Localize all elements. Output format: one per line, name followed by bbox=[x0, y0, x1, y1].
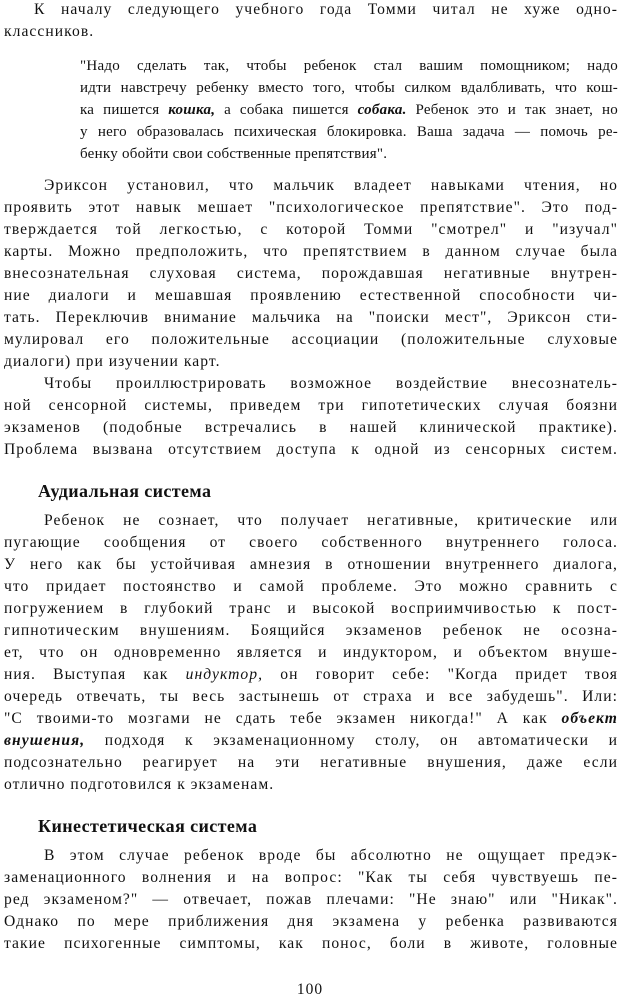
emphasis-obekt: объект bbox=[561, 710, 618, 727]
emphasis-vnusheniya: внушения, bbox=[4, 732, 86, 749]
kinesthetic-line-5: такие психогенные симптомы, как понос, боли в животе, головные bbox=[4, 935, 618, 952]
kinesthetic-line-4: Однако по мере приближения дня экзамена у ребенка развиваются bbox=[4, 913, 618, 930]
erickson-line-6: ние диалоги и мешавшая проявлению естественной способности чи- bbox=[4, 287, 618, 304]
erickson-line-9: диалоги) при изучении карт. bbox=[4, 353, 221, 370]
auditory-line-1: Ребенок не сознает, что получает негативные, критические или bbox=[44, 512, 618, 529]
kinesthetic-line-3: ред экзаменом?" — отвечает, пожав плечами: "Не знаю" или "Никак". bbox=[4, 891, 618, 908]
erickson-line-8: мулировал его положительные ассоциации (положительные слуховые bbox=[4, 331, 618, 348]
auditory-line-3: У него как бы устойчивая амнезия в отношении внутреннего диалога, bbox=[4, 556, 618, 573]
section-heading-kinesthetic: Кинестетическая система bbox=[38, 816, 258, 836]
auditory-line-2: пугающие сообщения от своего собственного внутреннего голоса. bbox=[4, 534, 618, 551]
quote-line-1: "Надо сделать так, чтобы ребенок стал вашим помощником; надо bbox=[80, 58, 618, 74]
auditory-line-4: что придает постоянство и самой проблеме. Это можно сравнить с bbox=[4, 578, 618, 595]
auditory-line-7: ет, что он одновременно является и индуктором, и объектом внуше- bbox=[4, 644, 618, 661]
auditory-line-8: ния. Выступая как индуктор, он говорит себе: "Когда придет твоя bbox=[4, 666, 618, 683]
emphasis-koshka: кошка, bbox=[168, 102, 216, 118]
section-heading-auditory: Аудиальная система bbox=[38, 481, 212, 501]
quote-line-5: бенку обойти свои собственные препятствия". bbox=[80, 146, 388, 162]
erickson-line-3: тверждается той легкостью, с которой Томми "смотрел" и "изучал" bbox=[4, 221, 618, 238]
erickson-line-5: внесознательная слуховая система, порождавшая негативные внутрен- bbox=[4, 265, 618, 282]
erickson-line-2: проявить этот навык мешает "психологическое препятствие". Это под- bbox=[4, 199, 618, 216]
emphasis-sobaka: собака. bbox=[357, 102, 407, 118]
intro-line-2: классников. bbox=[4, 23, 95, 40]
quote-line-3: ка пишется кошка, а собака пишется собака. Ребенок это и так знает, но bbox=[80, 102, 618, 118]
intro-line-1: К началу следующего учебного года Томми читал не хуже одно- bbox=[34, 1, 618, 18]
auditory-line-12: подсознательно реагирует на эти негативные внушения, даже если bbox=[4, 754, 618, 771]
illustrate-line-1: Чтобы проиллюстрировать возможное воздействие внесознатель- bbox=[44, 375, 618, 392]
auditory-line-10: "С твоими-то мозгами не сдать тебе экзамен никогда!" А как объект bbox=[4, 710, 618, 727]
erickson-line-4: карты. Можно предположить, что препятствием в данном случае была bbox=[4, 243, 618, 260]
auditory-line-6: гипнотическим внушениям. Боящийся экзаменов ребенок не осозна- bbox=[4, 622, 618, 639]
illustrate-line-4: Проблема вызвана отсутствием доступа к одной из сенсорных систем. bbox=[4, 441, 618, 458]
auditory-line-13: отлично подготовился к экзаменам. bbox=[4, 776, 275, 793]
auditory-line-5: погружением в глубокий транс и высокой восприимчивостью к пост- bbox=[4, 600, 618, 617]
erickson-line-1: Эриксон установил, что мальчик владеет навыками чтения, но bbox=[44, 177, 618, 194]
auditory-line-9: очередь отвечать, ты весь застынешь от страха и все забудешь". Или: bbox=[4, 688, 618, 705]
page-number: 100 bbox=[296, 981, 324, 998]
quote-line-2: идти навстречу ребенку вместо того, чтобы силком вдалбливать, что кош- bbox=[80, 80, 618, 96]
illustrate-line-3: экзаменов (подобные встречались в нашей клинической практике). bbox=[4, 419, 618, 436]
kinesthetic-line-1: В этом случае ребенок вроде бы абсолютно не ощущает предэк- bbox=[44, 847, 618, 864]
erickson-line-7: тать. Переключив внимание мальчика на "поиски мест", Эриксон сти- bbox=[4, 309, 618, 326]
emphasis-induktor: индуктор, bbox=[185, 666, 264, 683]
auditory-line-11: внушения, подходя к экзаменационному столу, он автоматически и bbox=[4, 732, 618, 749]
kinesthetic-line-2: заменационного волнения и на вопрос: "Как ты себя чувствуешь пе- bbox=[4, 869, 618, 886]
illustrate-line-2: ной сенсорной системы, приведем три гипотетических случая боязни bbox=[4, 397, 618, 414]
quote-line-4: у него образовалась психическая блокировка. Ваша задача — помочь ре- bbox=[80, 124, 618, 140]
